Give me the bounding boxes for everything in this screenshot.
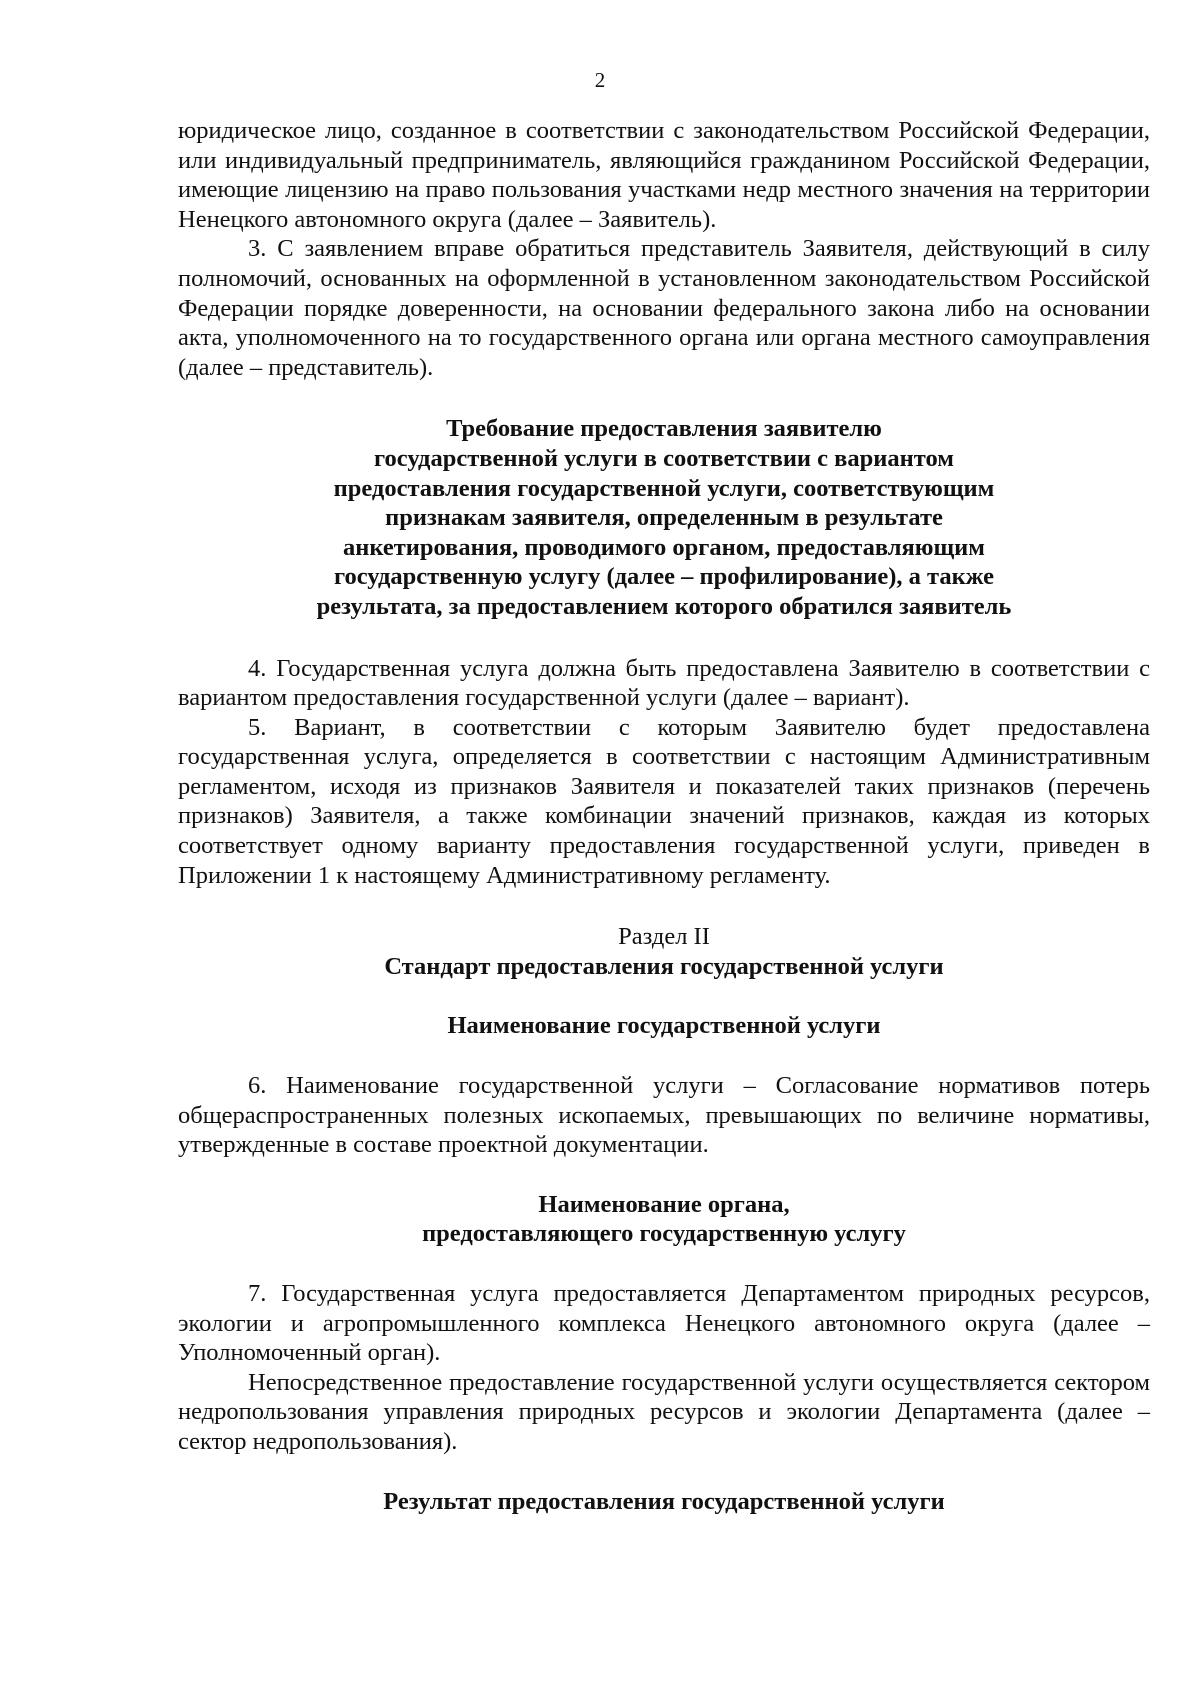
- paragraph-7: 7. Государственная услуга предоставляется Департаментом природных ресурсов, экологии и агропромышленного комплекса Ненецкого автономного округа (далее – Уполномоченный орган).: [178, 1280, 1150, 1367]
- paragraph-applicant: юридическое лицо, созданное в соответствии с законодательством Российской Федерации, или индивидуальный предприниматель, являющийся гражданином Российской Федерации, имеющие лицензию на право пользования участками недр местного значения на территории Ненецкого автономного округа (далее – Заявитель).: [178, 117, 1150, 233]
- paragraph-5: 5. Вариант, в соответствии с которым Заявителю будет предоставлена государственная услуга, определяется в соответствии с настоящим Административным регламентом, исходя из признаков Заявителя и показателей таких признаков (перечень признаков) Заявителя, а также комбинации значений признаков, каждая из которых соответствует одному варианту предоставления государственной услуги, приведен в Приложении 1 к настоящему Административному регламенту.: [178, 713, 1150, 889]
- document-body: [178, 116, 1150, 1516]
- page-number: 2: [594, 68, 606, 92]
- paragraph-3: 3. С заявлением вправе обратиться представитель Заявителя, действующий в силу полномочий, основанных на оформленной в установленном законодательством Российской Федерации порядке доверенности, на основании федерального закона либо на основании акта, уполномоченного на то государственного органа или органа местного самоуправления (далее – представитель).: [178, 235, 1150, 381]
- heading-requirement-line: государственную услугу (далее – профилирование), а также: [333, 563, 995, 591]
- heading-result: Результат предоставления государственной услуги: [383, 1487, 945, 1515]
- heading-organ-line: Наименование органа,: [538, 1190, 790, 1218]
- paragraph-6: 6. Наименование государственной услуги – Согласование нормативов потерь общераспространенных полезных ископаемых, превышающих по величине нормативы, утвержденные в составе проектной документации.: [178, 1072, 1150, 1159]
- heading-requirement-line: анкетирования, проводимого органом, предоставляющим: [343, 533, 985, 561]
- paragraph-4: 4. Государственная услуга должна быть предоставлена Заявителю в соответствии с вариантом предоставления государственной услуги (далее – вариант).: [178, 654, 1150, 712]
- section-label: Раздел II: [618, 923, 710, 951]
- heading-requirement-line: результата, за предоставлением которого обратился заявитель: [316, 592, 1012, 620]
- heading-organ: [178, 1190, 1150, 1249]
- heading-service-name: Наименование государственной услуги: [447, 1012, 881, 1040]
- heading-requirement-line: предоставления государственной услуги, соответствующим: [333, 474, 995, 502]
- paragraph-7-direct-provision: Непосредственное предоставление государственной услуги осуществляется сектором недропользования управления природных ресурсов и экологии Департамента (далее – сектор недропользования).: [178, 1368, 1150, 1455]
- heading-requirement-line: признакам заявителя, определенным в результате: [385, 504, 943, 532]
- heading-organ-line: предоставляющего государственную услугу: [422, 1220, 906, 1248]
- heading-requirement-line: государственной услуги в соответствии с вариантом: [374, 444, 954, 472]
- heading-requirement: [178, 414, 1150, 621]
- section-title: Стандарт предоставления государственной услуги: [384, 952, 944, 980]
- heading-requirement-line: Требование предоставления заявителю: [446, 415, 882, 443]
